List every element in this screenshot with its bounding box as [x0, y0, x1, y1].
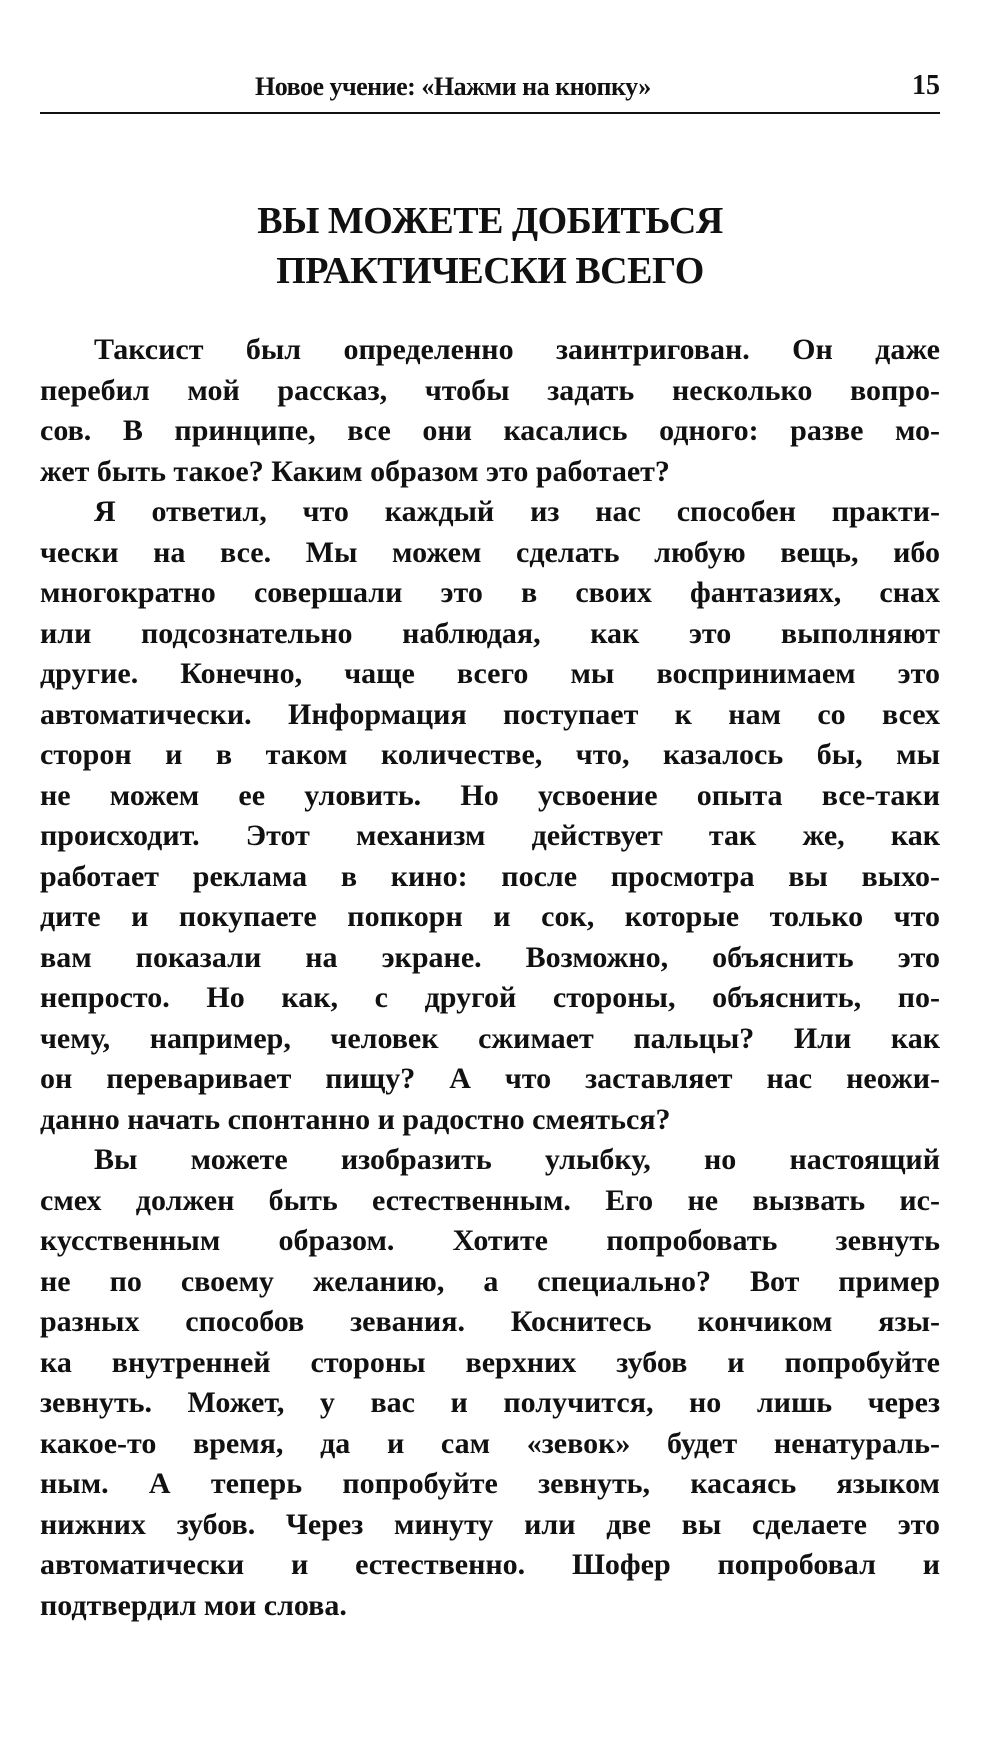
paragraph-1: [40, 330, 940, 492]
running-header: [40, 62, 940, 114]
running-title: Новое учение: «Нажми на кнопку»: [255, 72, 651, 101]
text-line: или подсознательно наблюдая, как это выполняют: [40, 616, 940, 650]
paragraph-2: [40, 492, 940, 1140]
text-line: кусственным образом. Хотите попробовать зевнуть: [40, 1224, 940, 1257]
text-line: многократно совершали это в своих фантазиях, снах: [40, 576, 940, 609]
text-line: ка внутренней стороны верхних зубов и попробуйте: [40, 1345, 940, 1379]
text-line: не по своему желанию, а специально? Вот пример: [40, 1264, 940, 1298]
body-text: [40, 330, 940, 1626]
text-line: автоматически и естественно. Шофер попробовал и: [40, 1548, 940, 1581]
chapter-title-line: ПРАКТИЧЕСКИ ВСЕГО: [276, 250, 704, 292]
text-line: чески на все. Мы можем сделать любую вещь, ибо: [40, 535, 940, 569]
text-line: какое-то время, да и сам «зевок» будет ненатураль-: [40, 1426, 940, 1460]
text-line: чему, например, человек сжимает пальцы? Или как: [40, 1021, 940, 1055]
text-line: смех должен быть естественным. Его не вызвать ис-: [40, 1183, 940, 1217]
text-line: вам показали на экране. Возможно, объяснить это: [40, 940, 940, 974]
text-line: подтвердил мои слова.: [40, 1588, 347, 1622]
chapter-title-line: ВЫ МОЖЕТЕ ДОБИТЬСЯ: [257, 200, 723, 242]
chapter-title: [40, 196, 940, 296]
text-line: происходит. Этот механизм действует так же, как: [40, 819, 940, 852]
text-line: дите и покупаете попкорн и сок, которые только что: [40, 900, 940, 933]
text-line: другие. Конечно, чаще всего мы воспринимаем это: [40, 657, 940, 690]
text-line: сов. В принципе, все они касались одного: разве мо-: [40, 414, 940, 447]
text-line: данно начать спонтанно и радостно смеяться?: [40, 1102, 671, 1136]
text-line: работает реклама в кино: после просмотра вы выхо-: [40, 859, 940, 893]
text-line: не можем ее уловить. Но усвоение опыта все-таки: [40, 778, 940, 812]
text-line: автоматически. Информация поступает к нам со всех: [40, 697, 940, 731]
paragraph-3: [40, 1140, 940, 1626]
text-line: нижних зубов. Через минуту или две вы сделаете это: [40, 1507, 940, 1541]
text-line: перебил мой рассказ, чтобы задать несколько вопро-: [40, 373, 940, 407]
page-number: 15: [912, 70, 940, 101]
text-line: сторон и в таком количестве, что, казалось бы, мы: [40, 738, 940, 771]
text-line: Вы можете изобразить улыбку, но настоящий: [94, 1143, 940, 1176]
text-line: разных способов зевания. Коснитесь кончиком язы-: [40, 1305, 940, 1338]
text-line: он переваривает пищу? А что заставляет нас неожи-: [40, 1062, 940, 1095]
text-line: непросто. Но как, с другой стороны, объяснить, по-: [40, 981, 940, 1014]
text-line: Таксист был определенно заинтригован. Он даже: [94, 333, 940, 366]
text-line: Я ответил, что каждый из нас способен практи-: [94, 495, 940, 528]
text-line: жет быть такое? Каким образом это работает?: [40, 454, 670, 488]
text-line: зевнуть. Может, у вас и получится, но лишь через: [40, 1386, 940, 1419]
text-line: ным. А теперь попробуйте зевнуть, касаясь языком: [40, 1467, 940, 1500]
